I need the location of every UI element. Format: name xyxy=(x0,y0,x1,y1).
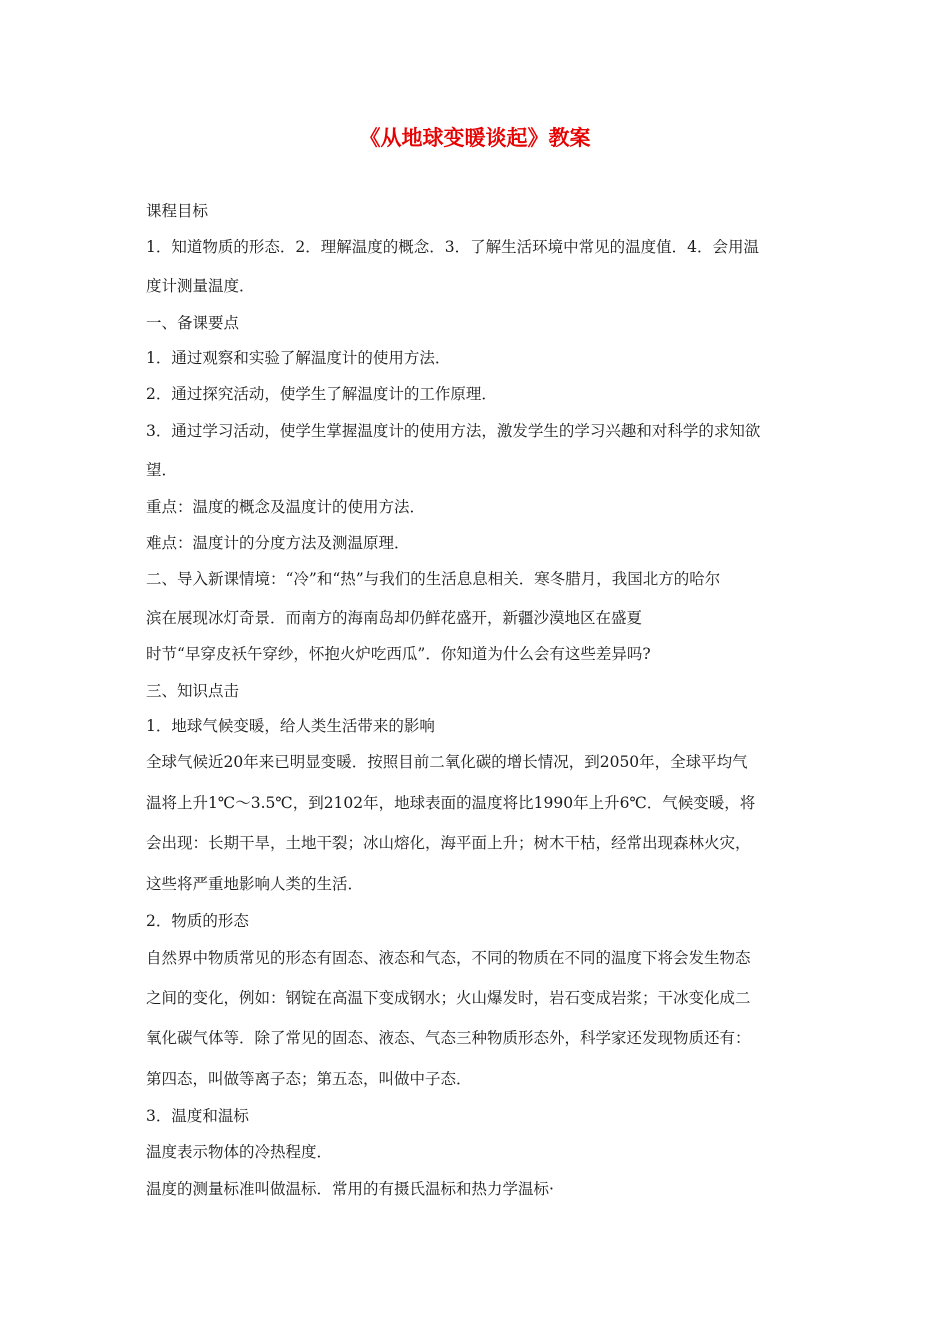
paragraph-line: 自然界中物质常见的形态有固态、液态和气态，不同的物质在不同的温度下将会发生物态 xyxy=(146,949,751,967)
subheading: 3．温度和温标 xyxy=(146,1107,249,1125)
list-item: 1．通过观察和实验了解温度计的使用方法． xyxy=(146,349,451,367)
paragraph-line: 会出现：长期干旱，土地干裂；冰山熔化，海平面上升；树木干枯，经常出现森林火灾， xyxy=(146,834,751,852)
subheading: 2．物质的形态 xyxy=(146,912,249,930)
section-heading-course-goals: 课程目标 xyxy=(146,202,209,220)
paragraph-line: 这些将严重地影响人类的生活． xyxy=(146,875,364,893)
list-item: 3．通过学习活动，使学生掌握温度计的使用方法，激发学生的学习兴趣和对科学的求知欲 xyxy=(146,422,761,440)
paragraph-line: 全球气候近20年来已明显变暖．按照目前二氧化碳的增长情况，到2050年，全球平均气 xyxy=(146,753,748,771)
paragraph-line: 温将上升1℃～3.5℃，到2102年，地球表面的温度将比1990年上升6℃．气候变暖，将 xyxy=(146,794,756,812)
focus-point: 重点：温度的概念及温度计的使用方法． xyxy=(146,498,426,516)
section-heading-key-points: 一、备课要点 xyxy=(146,314,240,332)
difficulty-point: 难点：温度计的分度方法及测温原理． xyxy=(146,534,410,552)
paragraph-line: 氧化碳气体等．除了常见的固态、液态、气态三种物质形态外，科学家还发现物质还有： xyxy=(146,1029,751,1047)
paragraph-line: 之间的变化，例如：钢锭在高温下变成钢水；火山爆发时，岩石变成岩浆；干冰变化成二 xyxy=(146,989,751,1007)
paragraph-line: 1．知道物质的形态．2．理解温度的概念．3．了解生活环境中常见的温度值．4．会用温 xyxy=(146,238,759,256)
paragraph-line: 温度表示物体的冷热程度． xyxy=(146,1143,333,1161)
paragraph-line: 第四态，叫做等离子态；第五态，叫做中子态． xyxy=(146,1070,472,1088)
subheading: 1．地球气候变暖，给人类生活带来的影响 xyxy=(146,717,435,735)
paragraph-line: 望． xyxy=(146,461,178,479)
list-item: 2．通过探究活动，使学生了解温度计的工作原理． xyxy=(146,385,497,403)
paragraph-line: 度计测量温度． xyxy=(146,277,255,295)
paragraph-line: 滨在展现冰灯奇景．而南方的海南岛却仍鲜花盛开，新疆沙漠地区在盛夏 xyxy=(146,609,643,627)
section-heading-knowledge: 三、知识点击 xyxy=(146,682,240,700)
paragraph-line: 温度的测量标准叫做温标．常用的有摄氏温标和热力学温标· xyxy=(146,1180,554,1198)
section-heading-intro: 二、导入新课情境：“冷”和“热”与我们的生活息息相关．寒冬腊月，我国北方的哈尔 xyxy=(146,570,721,588)
paragraph-line: 时节“早穿皮袄午穿纱，怀抱火炉吃西瓜”．你知道为什么会有这些差异吗? xyxy=(146,645,651,663)
document-title: 《从地球变暖谈起》教案 xyxy=(359,125,591,150)
